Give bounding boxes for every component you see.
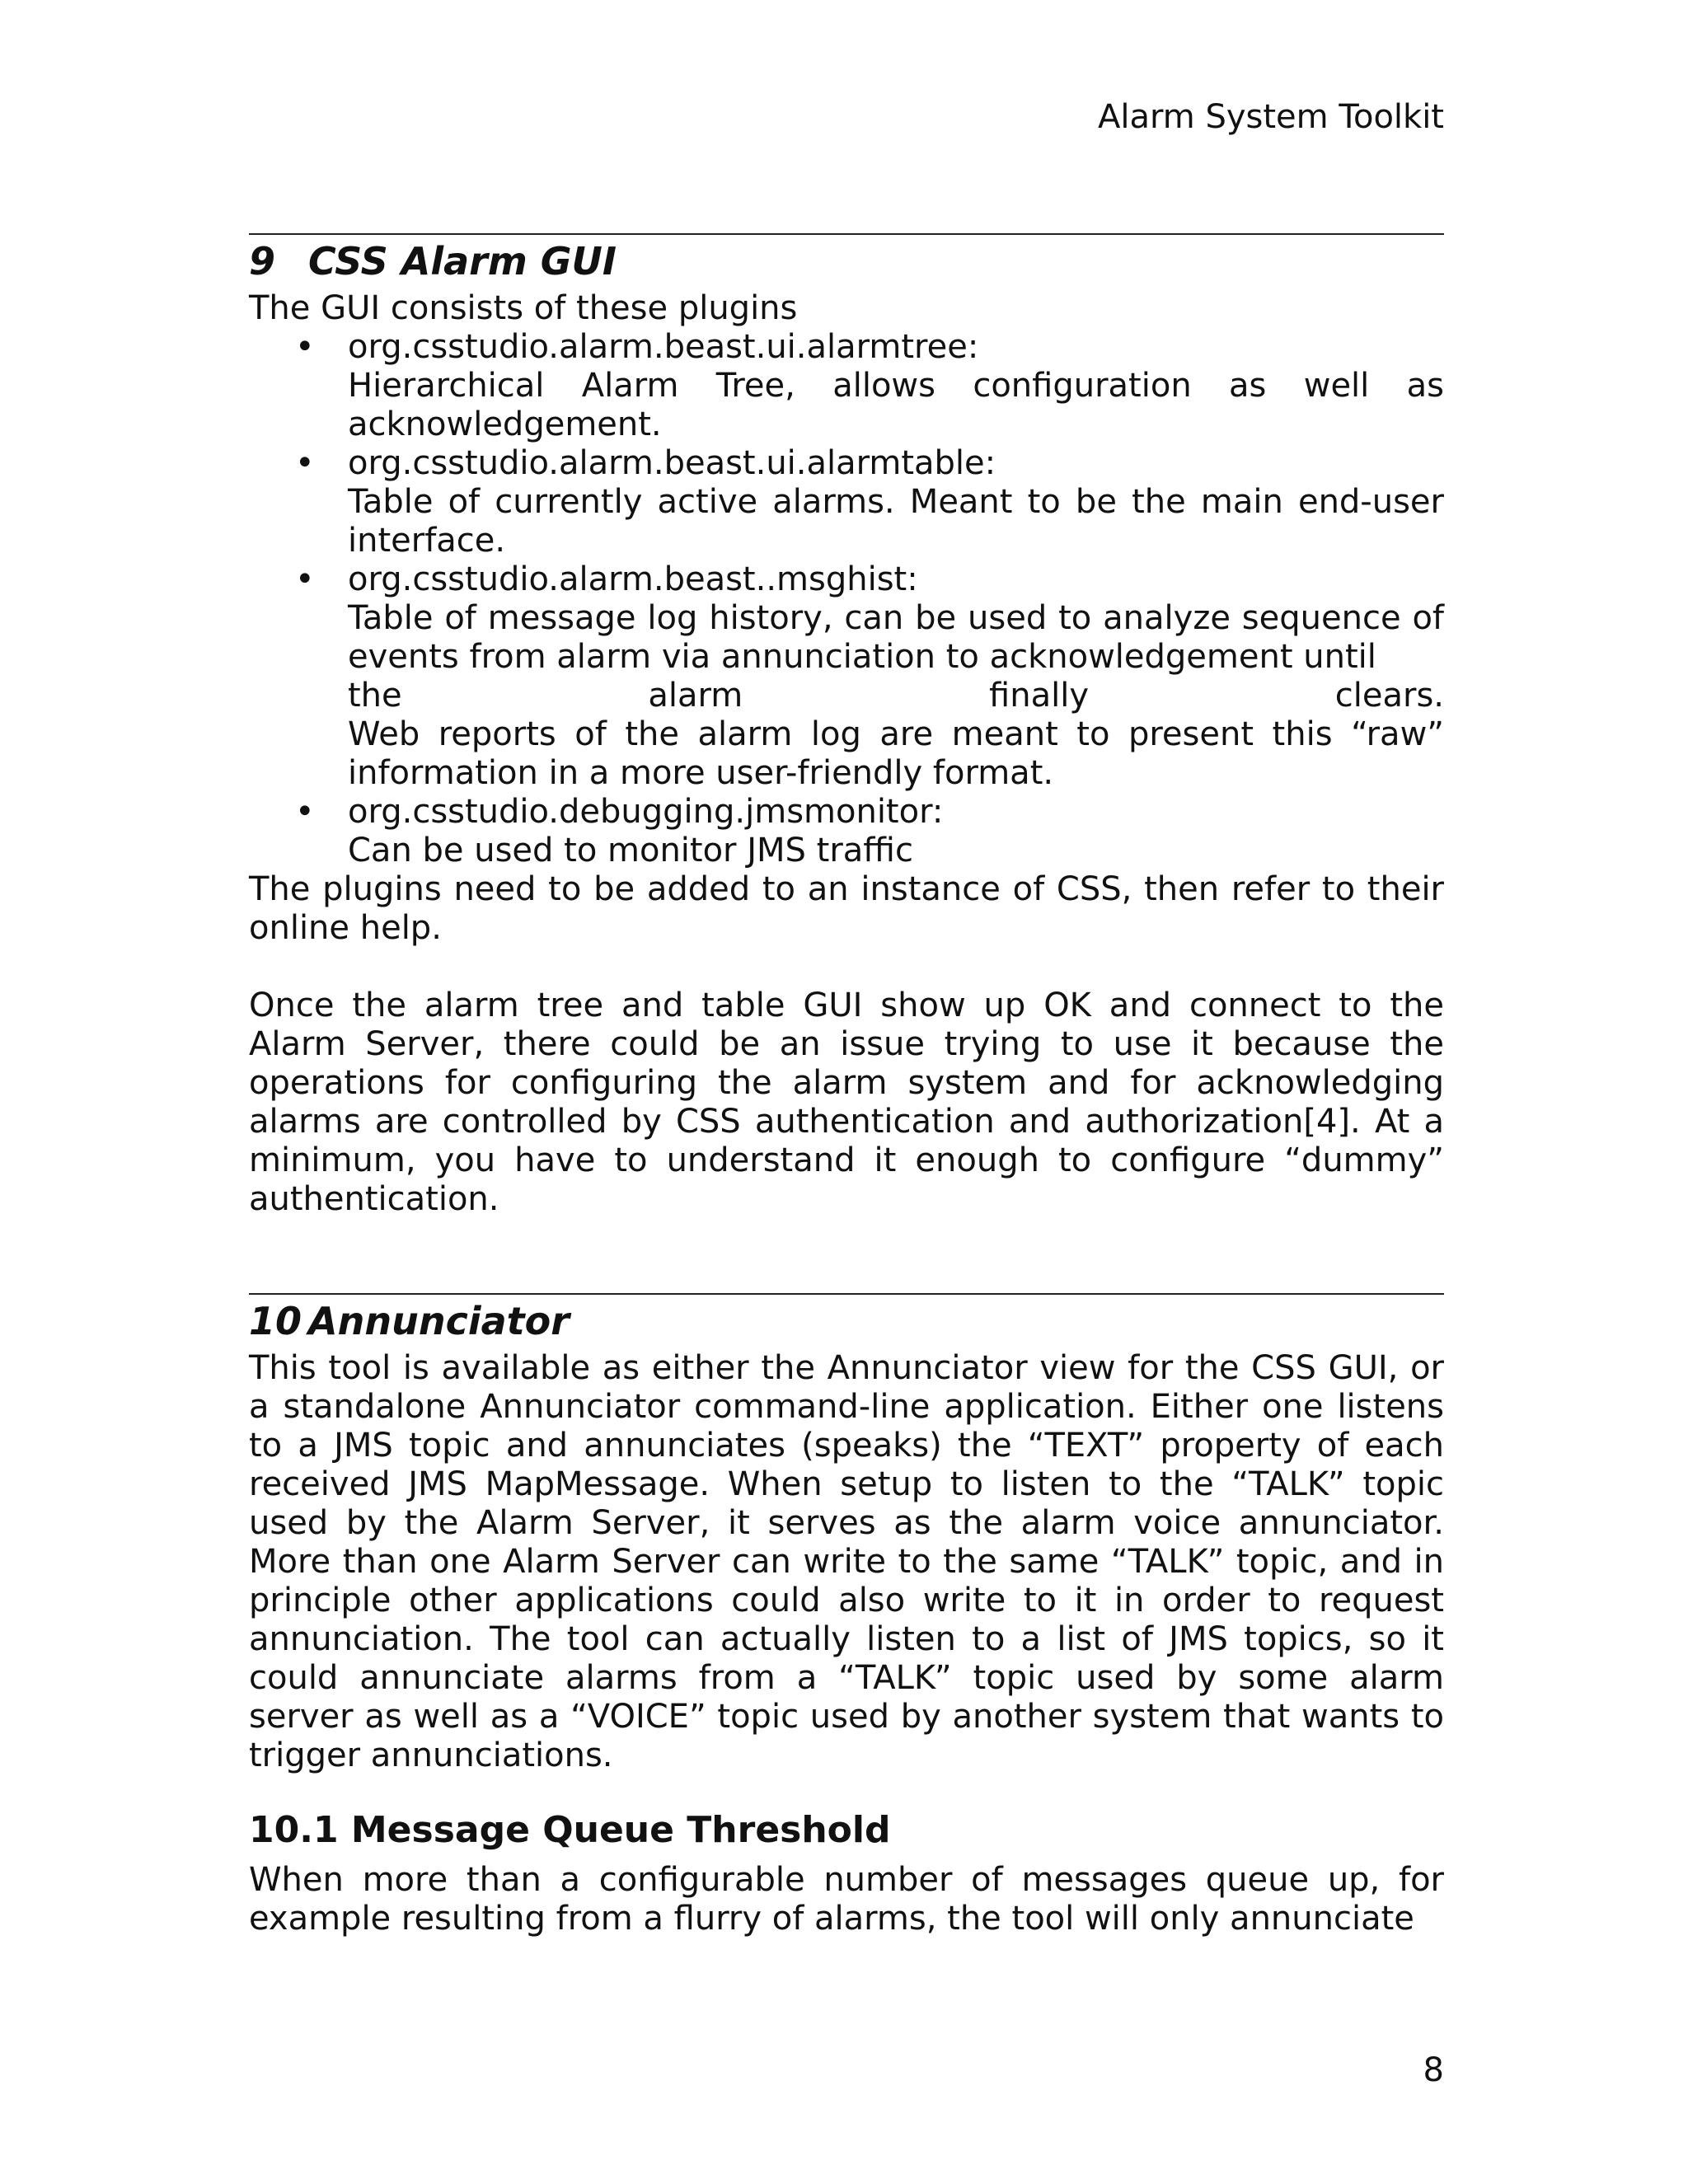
bullet-icon: • (295, 444, 315, 482)
plugin-description: Can be used to monitor JMS traffic (348, 832, 913, 869)
paragraph-gap (249, 948, 1444, 987)
running-header: Alarm System Toolkit (1098, 98, 1444, 136)
plugin-description: Table of message log history, can be used to analyze sequence of events from alarm via annunciation to acknowledgement until (348, 599, 1444, 676)
queue-threshold-paragraph: When more than a configurable number of messages queue up, for example resulting from a flurry of alarms, the tool will only annunciate (249, 1861, 1444, 1938)
plugin-item (249, 444, 1444, 560)
auth-paragraph: Once the alarm tree and table GUI show up OK and connect to the Alarm Server, there could be an issue trying to use it because the operations for configuring the alarm system and for acknowledging alarms are controlled by CSS authentication and authorization[4]. At a minimum, you have to understand it enough to configure “dummy” authentication. (249, 987, 1444, 1218)
section-gap (249, 1219, 1444, 1293)
plugin-item (249, 560, 1444, 793)
section-title: CSS Alarm GUI (308, 239, 617, 284)
section-heading-9 (249, 238, 1444, 284)
section-divider (249, 233, 1444, 235)
word: finally (989, 677, 1089, 715)
word: the (348, 677, 402, 715)
page-content (249, 233, 1444, 1938)
section-heading-10 (249, 1298, 1444, 1344)
plugin-list (249, 328, 1444, 870)
plugin-name: org.csstudio.alarm.beast.ui.alarmtable: (348, 444, 996, 482)
plugin-item (249, 793, 1444, 870)
bullet-icon: • (295, 793, 315, 831)
subsection-heading-10-1: 10.1 Message Queue Threshold (249, 1809, 891, 1851)
plugin-description-extra: Web reports of the alarm log are meant to present this “raw” information in a more user-friendly format. (348, 715, 1444, 792)
justified-line (348, 677, 1444, 715)
word: alarm (648, 677, 743, 715)
page-number: 8 (1423, 2051, 1444, 2089)
plugin-name: org.csstudio.alarm.beast..msghist: (348, 560, 918, 598)
plugin-description: Hierarchical Alarm Tree, allows configuration as well as acknowledgement. (348, 367, 1444, 443)
section-number: 10 (249, 1299, 302, 1343)
section-number: 9 (249, 239, 276, 284)
word: clears. (1334, 677, 1444, 715)
section-divider (249, 1293, 1444, 1295)
annunciator-paragraph: This tool is available as either the Annunciator view for the CSS GUI, or a standalone Annunciator command-line application. Either one listens to a JMS topic and annunciates (speaks) the “TEXT” property of each received JMS MapMessage. When setup to listen to the “TALK” topic used by the Alarm Server, it serves as the alarm voice annunciator. More than one Alarm Server can write to the same “TALK” topic, and in principle other applications could also write to it in order to request annunciation. The tool can actually listen to a list of JMS topics, so it could annunciate alarms from a “TALK” topic used by some alarm server as well as a “VOICE” topic used by another system that wants to trigger annunciations. (249, 1349, 1444, 1774)
plugins-intro: The GUI consists of these plugins (249, 289, 798, 327)
plugin-description: Table of currently active alarms. Meant to be the main end-user interface. (348, 483, 1444, 560)
plugin-name: org.csstudio.alarm.beast.ui.alarmtree: (348, 328, 979, 366)
plugins-outro: The plugins need to be added to an instance of CSS, then refer to their online help. (249, 870, 1444, 947)
plugin-item (249, 328, 1444, 444)
bullet-icon: • (295, 328, 315, 366)
section-title: Annunciator (308, 1299, 570, 1343)
bullet-icon: • (295, 560, 315, 598)
plugin-name: org.csstudio.debugging.jmsmonitor: (348, 793, 944, 831)
